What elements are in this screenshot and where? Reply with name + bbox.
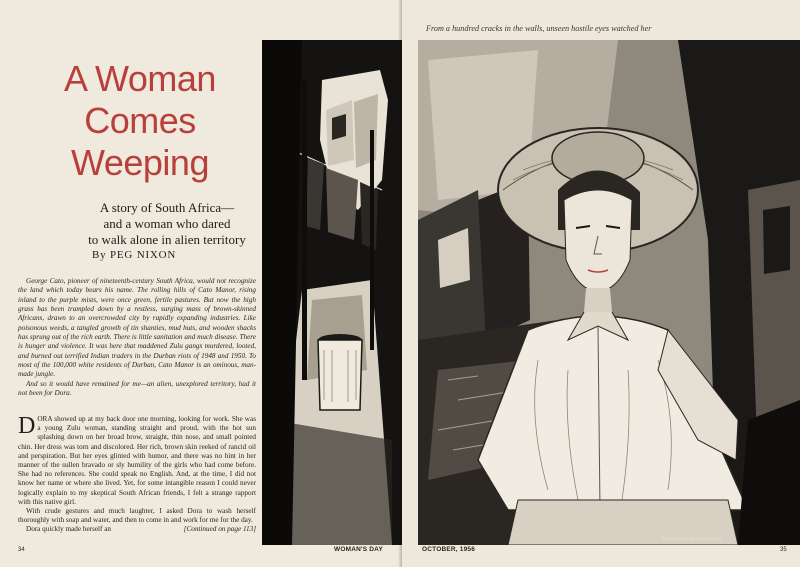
drop-cap: D [18, 413, 36, 439]
title-line-2: Comes [84, 100, 196, 141]
page-number-left: 34 [18, 547, 25, 553]
byline: By PEG NIXON [92, 249, 177, 261]
shanty-street-illustration [262, 40, 402, 545]
body-paragraph-2: With crude gestures and much laughter, I asked Dora to wash herself thoroughly with soap and water, and then to come in and work for me for the day. [18, 507, 256, 525]
illustration-caption: From a hundred cracks in the walls, unseen hostile eyes watched her [426, 24, 652, 33]
body-text [18, 415, 256, 535]
title-line-1: A Woman [64, 58, 216, 99]
deck-line-3: to walk alone in alien territory [88, 232, 246, 247]
deck-line-1: A story of South Africa— [99, 200, 235, 215]
woman-in-straw-hat-icon [418, 40, 800, 545]
body-paragraph-1 [18, 415, 256, 507]
body-last-line [18, 525, 256, 534]
magazine-name: WOMAN'S DAY [334, 546, 384, 553]
article-deck [62, 200, 272, 248]
intro-paragraph-1: George Cato, pioneer of nineteenth-century South Africa, would not recognize the land which today bears his name. The rolling hills of Cato Manor, rising inland to the purple mists, were once green, fertile pastures. But now the high grass has been trampled down by a restless, surging mass of brown-skinned Africans, drawn to an overcrowded city by rapidly expanding industries. Like poisonous weeds, a tangled growth of tin shanties, mud huts, and wooden shacks has sprung out of the rich earth. There is little sanitation and much disease. There is hunger and violence. It was here that maddened Zulu gangs murdered, looted, and burned out terrified Indian traders in the Durban riots of 1948 and 1950. To most of the 100,000 white residents of Durban, Cato Manor is an ominous, man-made jungle. [18, 277, 256, 379]
continued-note: [Continued on page 113] [183, 525, 256, 534]
body-paragraph-1-text: ORA showed up at my back door one morning, looking for work. She was a young Zulu woman, standing straight and proud, with the hot sun splashing down on her broad brow, straight, thin nose, and small pointed chin. Her dress was torn and discolored. Her rich, brown skin reeked of rancid oil and perspiration. But her eyes glinted with humor, and there was no hint in her manner of the sullen bravado or sly humility of the girls who had come before. She had no references. She could speak no English. And, at the time, I did not know her name or where she lived. Yet, for some intangible reason I could never logically explain to my skeptical South African friends, I felt a strange rapport with this native girl. [18, 415, 256, 506]
woman-in-straw-hat-illustration [418, 40, 800, 545]
illustration-credit: Illustration by George Hughes [662, 536, 722, 541]
article-title [40, 58, 240, 184]
title-line-3: Weeping [71, 142, 209, 183]
body-last-text: Dora quickly made herself an [26, 525, 112, 534]
intro-paragraph-2: And so it would have remained for me—an alien, unexplored territory, had it not been for Dora. [18, 379, 256, 398]
deck-line-2: and a woman who dared [103, 216, 231, 231]
issue-date: OCTOBER, 1956 [422, 546, 476, 553]
intro-text [18, 277, 256, 398]
shanty-street-icon [262, 40, 402, 545]
page-number-right: 35 [780, 547, 787, 553]
